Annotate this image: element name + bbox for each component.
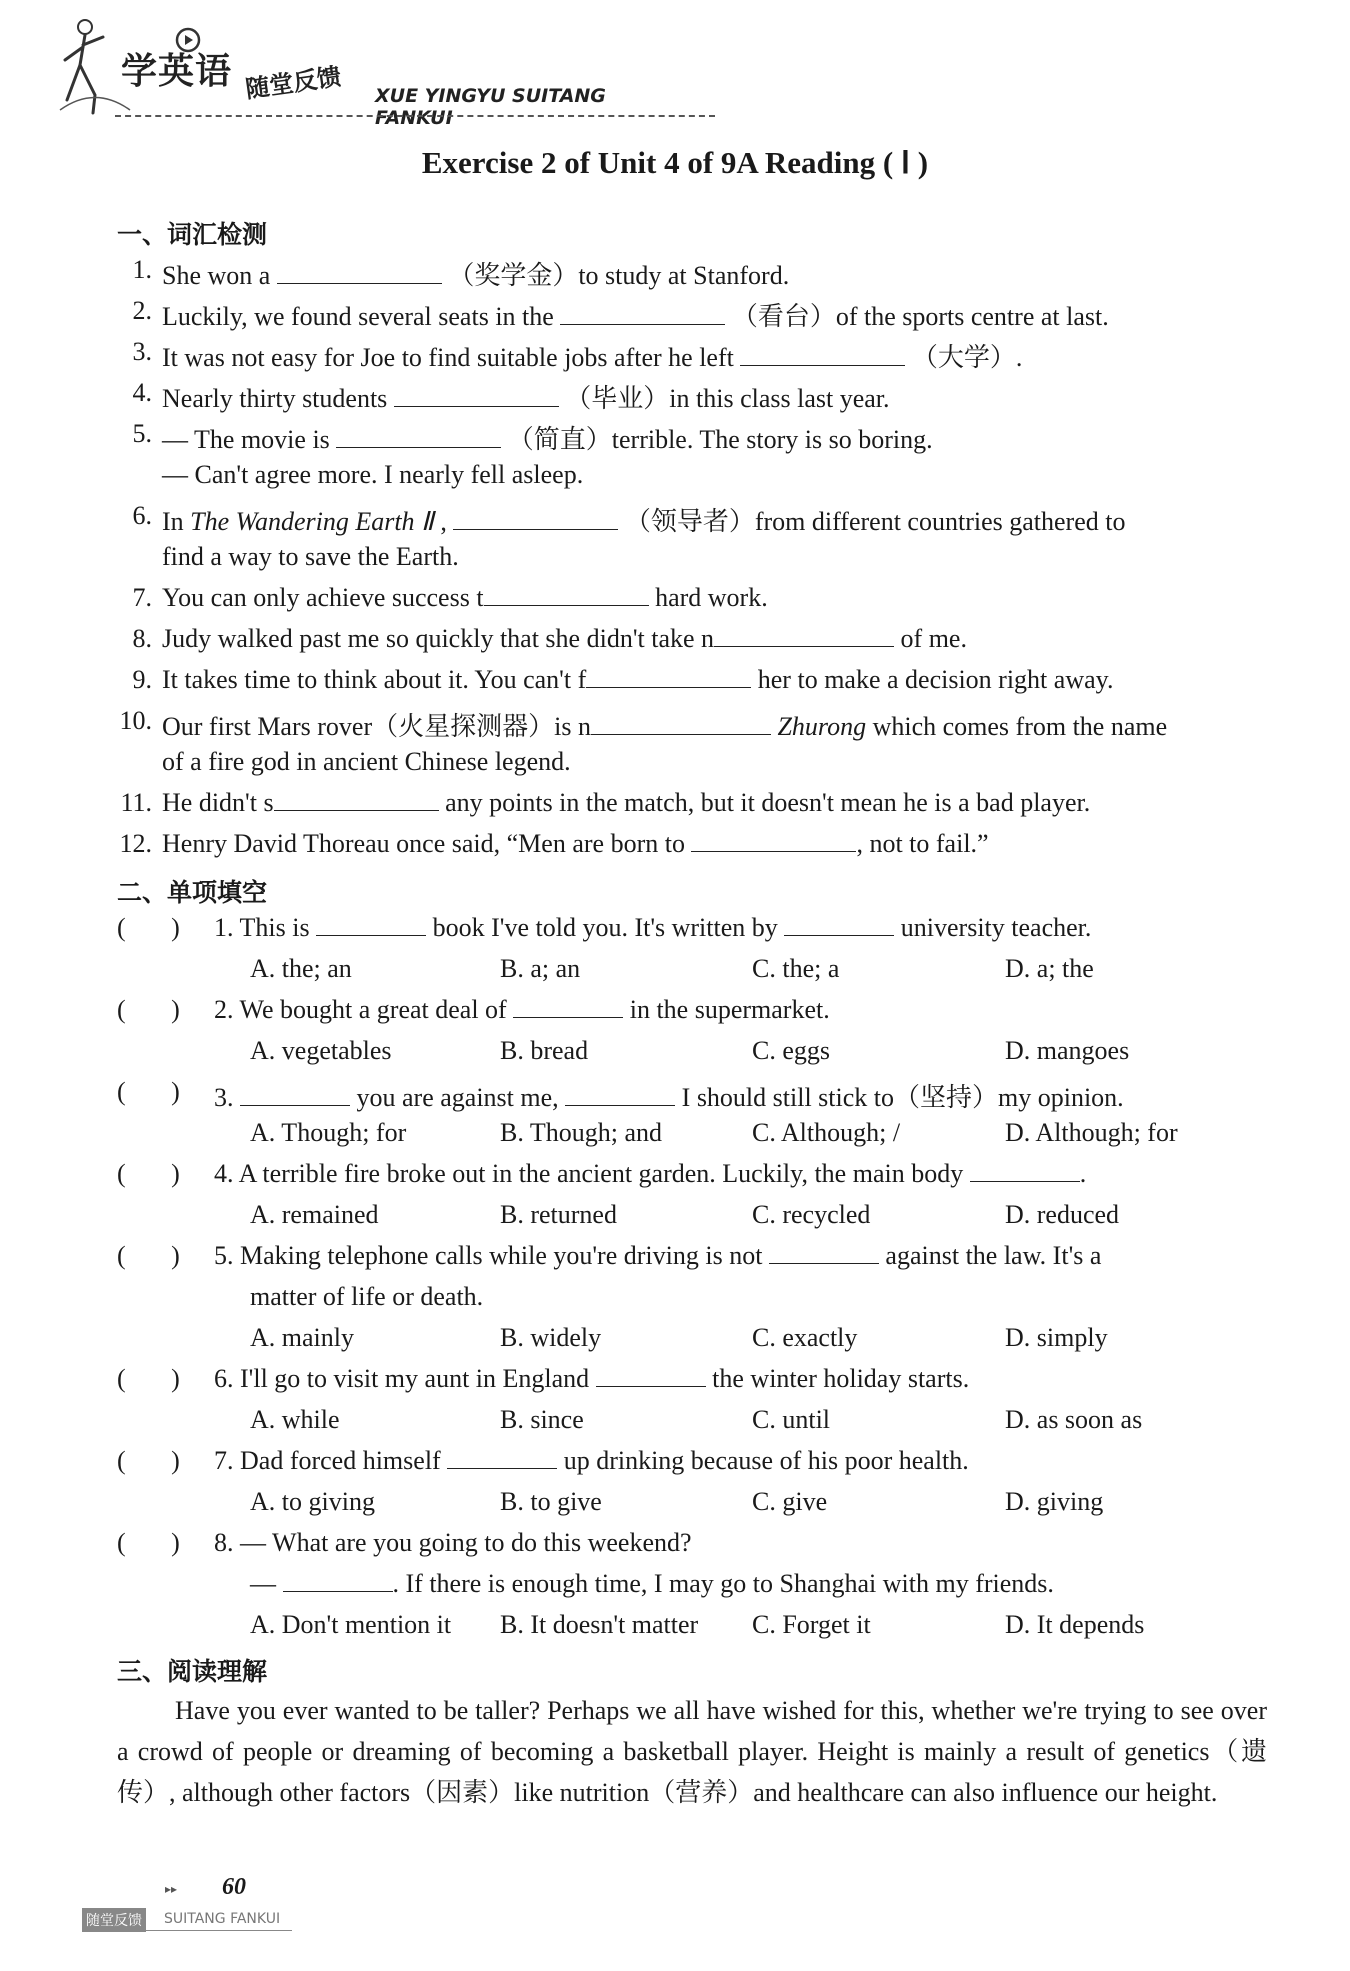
answer-blank[interactable] bbox=[691, 831, 856, 852]
answer-bracket[interactable]: ( ) bbox=[117, 1159, 180, 1188]
option-a[interactable]: A. to giving bbox=[250, 1487, 375, 1516]
answer-blank[interactable] bbox=[970, 1161, 1080, 1182]
option-c[interactable]: C. eggs bbox=[752, 1036, 830, 1065]
option-c[interactable]: C. Forget it bbox=[752, 1610, 871, 1639]
answer-blank[interactable] bbox=[274, 790, 439, 811]
answer-blank[interactable] bbox=[591, 714, 771, 735]
option-a[interactable]: A. vegetables bbox=[250, 1036, 392, 1065]
option-a[interactable]: A. the; an bbox=[250, 954, 352, 983]
answer-bracket[interactable]: ( ) bbox=[117, 1446, 180, 1475]
answer-blank[interactable] bbox=[277, 263, 442, 284]
answer-blank[interactable] bbox=[560, 304, 725, 325]
logo-subtitle: 随堂反馈 bbox=[243, 62, 343, 104]
question-number: 4. bbox=[132, 378, 152, 407]
option-d[interactable]: D. giving bbox=[1005, 1487, 1104, 1516]
answer-blank[interactable] bbox=[740, 345, 905, 366]
option-d[interactable]: D. mangoes bbox=[1005, 1036, 1130, 1065]
footer-brand-cn: 随堂反馈 bbox=[82, 1908, 146, 1932]
mc-question-8: 8. — What are you going to do this weekend? bbox=[214, 1528, 692, 1557]
question-number: 1. bbox=[132, 255, 152, 284]
page-number: 60 bbox=[222, 1874, 246, 1900]
option-a[interactable]: A. Don't mention it bbox=[250, 1610, 452, 1639]
option-b[interactable]: B. It doesn't matter bbox=[500, 1610, 699, 1639]
option-a[interactable]: A. while bbox=[250, 1405, 340, 1434]
logo-chinese: 学英语 bbox=[121, 51, 233, 92]
vocab-question-8: Judy walked past me so quickly that she didn't take n of me. bbox=[162, 624, 967, 653]
option-b[interactable]: B. a; an bbox=[500, 954, 581, 983]
vocab-question-2: Luckily, we found several seats in the （看台）of the sports centre at last. bbox=[162, 302, 1109, 331]
reading-passage bbox=[117, 1690, 1267, 1813]
question-number: 6. bbox=[132, 501, 152, 530]
option-c[interactable]: C. exactly bbox=[752, 1323, 858, 1352]
mc-question-1: 1. This is book I've told you. It's written by university teacher. bbox=[214, 913, 1092, 942]
answer-blank[interactable] bbox=[513, 997, 623, 1018]
mc-question-6: 6. I'll go to visit my aunt in England the winter holiday starts. bbox=[214, 1364, 970, 1393]
vocab-question-4: Nearly thirty students （毕业）in this class last year. bbox=[162, 384, 890, 413]
option-a[interactable]: A. remained bbox=[250, 1200, 379, 1229]
mc-question-4: 4. A terrible fire broke out in the ancient garden. Luckily, the main body . bbox=[214, 1159, 1087, 1188]
answer-bracket[interactable]: ( ) bbox=[117, 1364, 180, 1393]
option-b[interactable]: B. Though; and bbox=[500, 1118, 663, 1147]
question-number: 3. bbox=[132, 337, 152, 366]
vocab-question-12: Henry David Thoreau once said, “Men are born to , not to fail.” bbox=[162, 829, 989, 858]
vocab-question-6-cont: find a way to save the Earth. bbox=[162, 542, 459, 571]
header-logo bbox=[55, 15, 675, 129]
section-reading-heading: 三、阅读理解 bbox=[117, 1657, 268, 1686]
question-number: 9. bbox=[132, 665, 152, 694]
answer-blank[interactable] bbox=[565, 1085, 675, 1106]
question-number: 11. bbox=[120, 788, 152, 817]
option-b[interactable]: B. to give bbox=[500, 1487, 602, 1516]
page-title: Exercise 2 of Unit 4 of 9A Reading ( Ⅰ ) bbox=[421, 145, 929, 180]
vocab-question-3: It was not easy for Joe to find suitable jobs after he left （大学）. bbox=[162, 343, 1023, 372]
vocab-question-5-reply: — Can't agree more. I nearly fell asleep. bbox=[162, 460, 584, 489]
mc-question-7: 7. Dad forced himself up drinking because of his poor health. bbox=[214, 1446, 969, 1475]
section-mc-heading: 二、单项填空 bbox=[117, 878, 268, 907]
question-number: 12. bbox=[119, 829, 152, 858]
option-b[interactable]: B. since bbox=[500, 1405, 584, 1434]
answer-bracket[interactable]: ( ) bbox=[117, 1528, 180, 1557]
mc-question-8-reply: — . If there is enough time, I may go to Shanghai with my friends. bbox=[250, 1569, 1054, 1598]
option-d[interactable]: D. as soon as bbox=[1005, 1405, 1143, 1434]
vocab-question-10-cont: of a fire god in ancient Chinese legend. bbox=[162, 747, 571, 776]
vocab-question-7: You can only achieve success t hard work. bbox=[162, 583, 768, 612]
answer-blank[interactable] bbox=[336, 427, 501, 448]
answer-blank[interactable] bbox=[394, 386, 559, 407]
answer-bracket[interactable]: ( ) bbox=[117, 1241, 180, 1270]
option-c[interactable]: C. recycled bbox=[752, 1200, 871, 1229]
option-b[interactable]: B. returned bbox=[500, 1200, 617, 1229]
option-d[interactable]: D. Although; for bbox=[1005, 1118, 1178, 1147]
answer-bracket[interactable]: ( ) bbox=[117, 913, 180, 942]
option-b[interactable]: B. widely bbox=[500, 1323, 602, 1352]
question-number: 2. bbox=[132, 296, 152, 325]
option-c[interactable]: C. the; a bbox=[752, 954, 840, 983]
option-d[interactable]: D. a; the bbox=[1005, 954, 1094, 983]
vocab-question-9: It takes time to think about it. You can't f her to make a decision right away. bbox=[162, 665, 1114, 694]
vocab-question-10: Our first Mars rover（火星探测器）is n Zhurong which comes from the name bbox=[162, 712, 1168, 741]
answer-blank[interactable] bbox=[283, 1571, 393, 1592]
mc-question-2: 2. We bought a great deal of in the supermarket. bbox=[214, 995, 830, 1024]
option-b[interactable]: B. bread bbox=[500, 1036, 589, 1065]
answer-blank[interactable] bbox=[453, 509, 618, 530]
question-number: 10. bbox=[119, 706, 152, 735]
mc-question-5: 5. Making telephone calls while you're driving is not against the law. It's a bbox=[214, 1241, 1102, 1270]
option-d[interactable]: D. simply bbox=[1005, 1323, 1108, 1352]
answer-bracket[interactable]: ( ) bbox=[117, 1077, 180, 1106]
answer-blank[interactable] bbox=[316, 915, 426, 936]
vocab-question-6: In The Wandering Earth Ⅱ , （领导者）from different countries gathered to bbox=[162, 507, 1126, 536]
vocab-question-5: — The movie is （简直）terrible. The story is so boring. bbox=[162, 425, 933, 454]
section-vocab-heading: 一、词汇检测 bbox=[117, 220, 268, 249]
answer-blank[interactable] bbox=[784, 915, 894, 936]
vocab-question-11: He didn't s any points in the match, but it doesn't mean he is a bad player. bbox=[162, 788, 1091, 817]
passage-paragraph: Have you ever wanted to be taller? Perhaps we all have wished for this, whether we're trying to see over a crowd of people or dreaming of becoming a basketball player. Height is mainly a result of genetics（遗传）, although other factors（因素）like nutrition（营养）and healthcare can also influence our height. bbox=[117, 1696, 1267, 1807]
answer-blank[interactable] bbox=[769, 1243, 879, 1264]
answer-blank[interactable] bbox=[484, 585, 649, 606]
question-number: 7. bbox=[132, 583, 152, 612]
option-d[interactable]: D. It depends bbox=[1005, 1610, 1145, 1639]
header-divider bbox=[115, 115, 715, 117]
option-c[interactable]: C. give bbox=[752, 1487, 828, 1516]
footer-brand bbox=[82, 1908, 292, 1930]
answer-blank[interactable] bbox=[596, 1366, 706, 1387]
mc-question-3: 3. you are against me, I should still stick to（坚持）my opinion. bbox=[214, 1083, 1124, 1112]
logo-pinyin: XUE YINGYU SUITANG FANKUI bbox=[375, 85, 606, 129]
mc-question-5-cont: matter of life or death. bbox=[250, 1282, 484, 1311]
option-c[interactable]: C. Although; / bbox=[752, 1118, 901, 1147]
option-a[interactable]: A. mainly bbox=[250, 1323, 354, 1352]
vocab-question-1: She won a （奖学金）to study at Stanford. bbox=[162, 261, 790, 290]
answer-blank[interactable] bbox=[586, 667, 751, 688]
question-number: 8. bbox=[132, 624, 152, 653]
option-d[interactable]: D. reduced bbox=[1005, 1200, 1120, 1229]
page-arrow-icon: ▸▸ bbox=[165, 1882, 178, 1896]
option-c[interactable]: C. until bbox=[752, 1405, 831, 1434]
option-a[interactable]: A. Though; for bbox=[250, 1118, 407, 1147]
answer-blank[interactable] bbox=[714, 626, 894, 647]
answer-blank[interactable] bbox=[447, 1448, 557, 1469]
question-number: 5. bbox=[132, 419, 152, 448]
footer-brand-pinyin: SUITANG FANKUI bbox=[164, 1911, 281, 1927]
answer-blank[interactable] bbox=[240, 1085, 350, 1106]
answer-bracket[interactable]: ( ) bbox=[117, 995, 180, 1024]
footer-divider bbox=[82, 1930, 292, 1931]
